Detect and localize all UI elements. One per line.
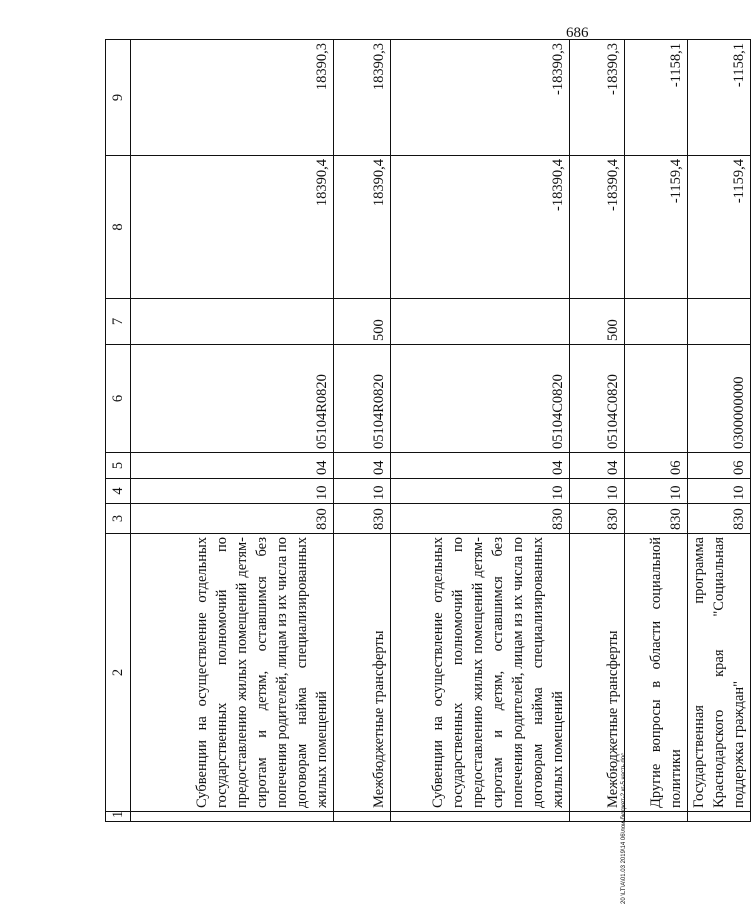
cell-expense-type: 500 [334,299,391,345]
cell-target-item: 05104C0820 [570,345,625,453]
cell-section: 10 [570,479,625,504]
header-col-3: 3 [106,504,131,534]
cell-amount-col-9: -1158,1 [625,40,688,156]
header-col-5: 5 [106,453,131,479]
cell-amount-col-8: 18390,4 [131,156,334,299]
cell-col-1 [391,812,570,822]
cell-subsection: 04 [391,453,570,479]
cell-section: 10 [625,479,688,504]
cell-target-item: 05104R0820 [334,345,391,453]
cell-amount-col-8: 18390,4 [334,156,391,299]
cell-subsection: 04 [131,453,334,479]
cell-amount-col-8: -18390,4 [391,156,570,299]
cell-amount-col-9: -18390,3 [391,40,570,156]
cell-target-item [625,345,688,453]
cell-amount-col-8: -1159,4 [688,156,751,299]
cell-subsection: 06 [625,453,688,479]
table-header-row [106,40,131,822]
cell-section: 10 [131,479,334,504]
cell-amount-col-9: 18390,3 [131,40,334,156]
cell-col-1 [625,812,688,822]
cell-subsection: 06 [688,453,751,479]
header-col-9: 9 [106,40,131,156]
cell-col-1 [131,812,334,822]
cell-section: 10 [688,479,751,504]
header-col-2: 2 [106,534,131,812]
table-row [334,40,391,822]
cell-section: 10 [391,479,570,504]
cell-target-item: 05104C0820 [391,345,570,453]
cell-expense-type [625,299,688,345]
file-path-note: 20 \LT\A\01.03 2019\14 06\лои-бюджет-2 кг-5 часть.doc [621,752,627,904]
cell-ministry: 830 [391,504,570,534]
cell-amount-col-9: 18390,3 [334,40,391,156]
page-number: 686 [566,25,589,41]
header-col-1: 1 [106,812,131,822]
table-row [625,40,688,822]
cell-amount-col-8: -18390,4 [570,156,625,299]
cell-amount-col-9: -18390,3 [570,40,625,156]
cell-col-1 [688,812,751,822]
cell-expense-type [131,299,334,345]
header-col-6: 6 [106,345,131,453]
cell-ministry: 830 [570,504,625,534]
cell-target-item: 0300000000 [688,345,751,453]
table-row [131,40,334,822]
header-col-4: 4 [106,479,131,504]
cell-ministry: 830 [334,504,391,534]
cell-col-1 [334,812,391,822]
cell-ministry: 830 [131,504,334,534]
cell-expense-type [688,299,751,345]
cell-name: Другие вопросы в области социальной политики [625,534,688,812]
cell-ministry: 830 [625,504,688,534]
table-row [688,40,751,822]
cell-target-item: 05104R0820 [131,345,334,453]
cell-amount-col-9: -1158,1 [688,40,751,156]
cell-ministry: 830 [688,504,751,534]
cell-subsection: 04 [570,453,625,479]
cell-name: Межбюджетные трансферты [334,534,391,812]
rotated-table-wrapper [105,40,747,822]
cell-name: Субвенции на осуществление отдельных государственных полномочий по предоставлению жилых помещений детям-сиротам и детям, оставшимся без попечения родителей, лицам из их числа по договорам найма специализированных жилых помещений [131,534,334,812]
header-col-7: 7 [106,299,131,345]
cell-expense-type [391,299,570,345]
table-row [391,40,570,822]
cell-expense-type: 500 [570,299,625,345]
cell-section: 10 [334,479,391,504]
cell-name: Субвенции на осуществление отдельных государственных полномочий по предоставлению жилых помещений детям-сиротам и детям, оставшимся без попечения родителей, лицам из их числа по договорам найма специализированных жилых помещений [391,534,570,812]
cell-subsection: 04 [334,453,391,479]
table-row [570,40,625,822]
cell-col-1 [570,812,625,822]
header-col-8: 8 [106,156,131,299]
cell-name: Государственная программа Краснодарского края "Социальная поддержка граждан" [688,534,751,812]
cell-name: Межбюджетные трансферты [570,534,625,812]
cell-amount-col-8: -1159,4 [625,156,688,299]
budget-table [105,39,751,822]
